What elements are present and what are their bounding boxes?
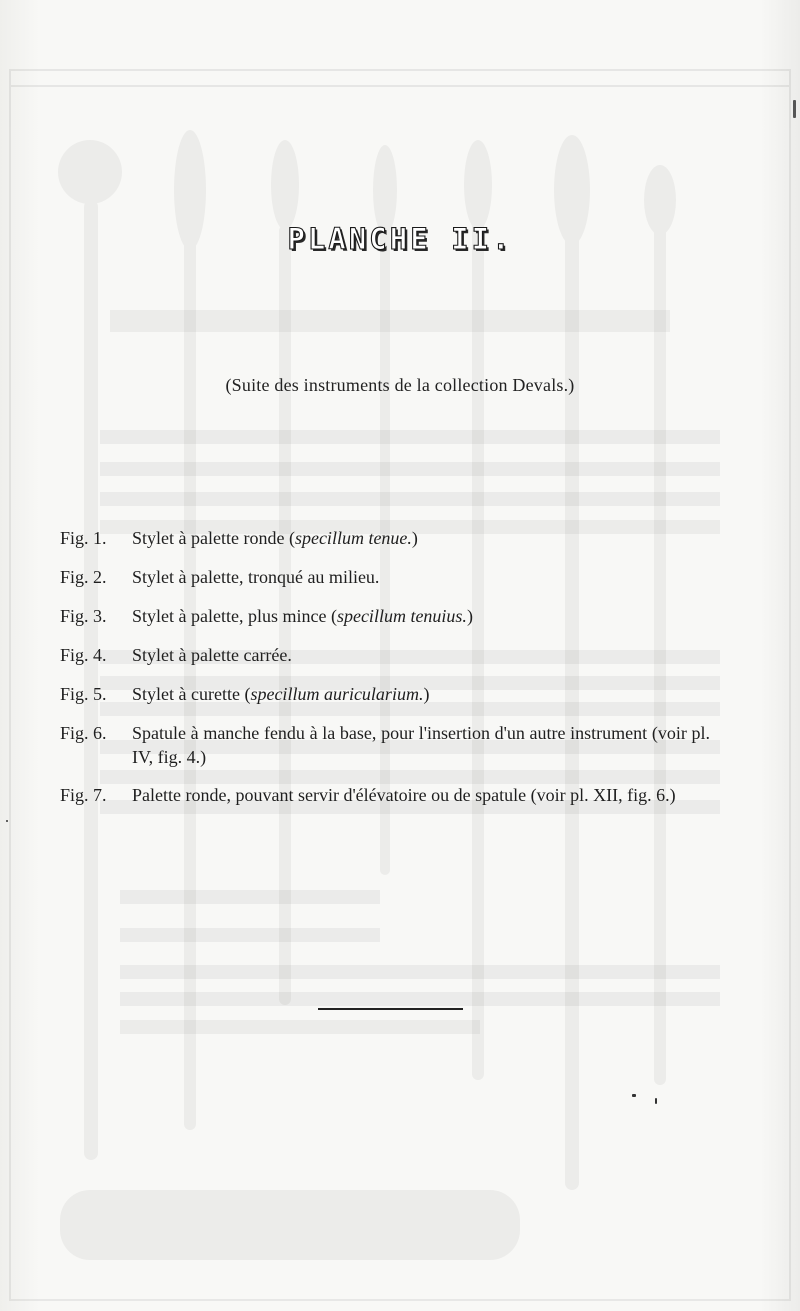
figure-description — [132, 682, 710, 706]
figure-description — [132, 526, 710, 550]
figure-number: Fig. 4. — [60, 645, 107, 665]
figure-item-2 — [60, 565, 710, 589]
figure-latin-name: specillum tenuius. — [336, 606, 467, 626]
figure-latin-name: specillum auricularium. — [250, 684, 424, 704]
plate-subtitle: (Suite des instruments de la collection Devals.) — [225, 375, 575, 395]
figure-text: Stylet à palette, plus mince ( — [132, 606, 337, 626]
figure-description: Palette ronde, pouvant servir d'élévatoire ou de spatule (voir pl. XII, fig. 6.) — [132, 785, 676, 805]
figure-text: Stylet à curette ( — [132, 684, 251, 704]
figure-description: Stylet à palette carrée. — [132, 645, 292, 665]
figure-text-close: ) — [466, 606, 473, 626]
figure-description: Stylet à palette, tronqué au milieu. — [132, 567, 380, 587]
closing-rule — [318, 1008, 463, 1010]
figure-number: Fig. 5. — [60, 684, 107, 704]
figure-item-4 — [60, 643, 710, 667]
figure-number: Fig. 2. — [60, 567, 107, 587]
ink-speck — [6, 820, 8, 822]
figure-number: Fig. 3. — [60, 606, 107, 626]
figure-list — [60, 526, 710, 821]
ink-speck — [793, 100, 796, 118]
figure-number: Fig. 1. — [60, 528, 107, 548]
figure-text-close: ) — [411, 528, 418, 548]
figure-text-close: ) — [423, 684, 430, 704]
figure-text: Stylet à palette ronde ( — [132, 528, 295, 548]
figure-item-5 — [60, 682, 710, 706]
figure-number: Fig. 7. — [60, 785, 107, 805]
figure-description: Spatule à manche fendu à la base, pour l'insertion d'un autre instrument (voir pl. IV, fig. 4.) — [132, 723, 710, 767]
figure-number: Fig. 6. — [60, 723, 107, 743]
figure-item-7 — [60, 783, 710, 807]
figure-description — [132, 604, 710, 628]
figure-latin-name: specillum tenue. — [294, 528, 412, 548]
figure-item-1 — [60, 526, 710, 550]
figure-item-3 — [60, 604, 710, 628]
ink-speck — [632, 1094, 636, 1097]
figure-item-6 — [60, 721, 710, 769]
plate-title: PLANCHE II. — [287, 222, 513, 256]
ink-speck — [655, 1098, 657, 1104]
